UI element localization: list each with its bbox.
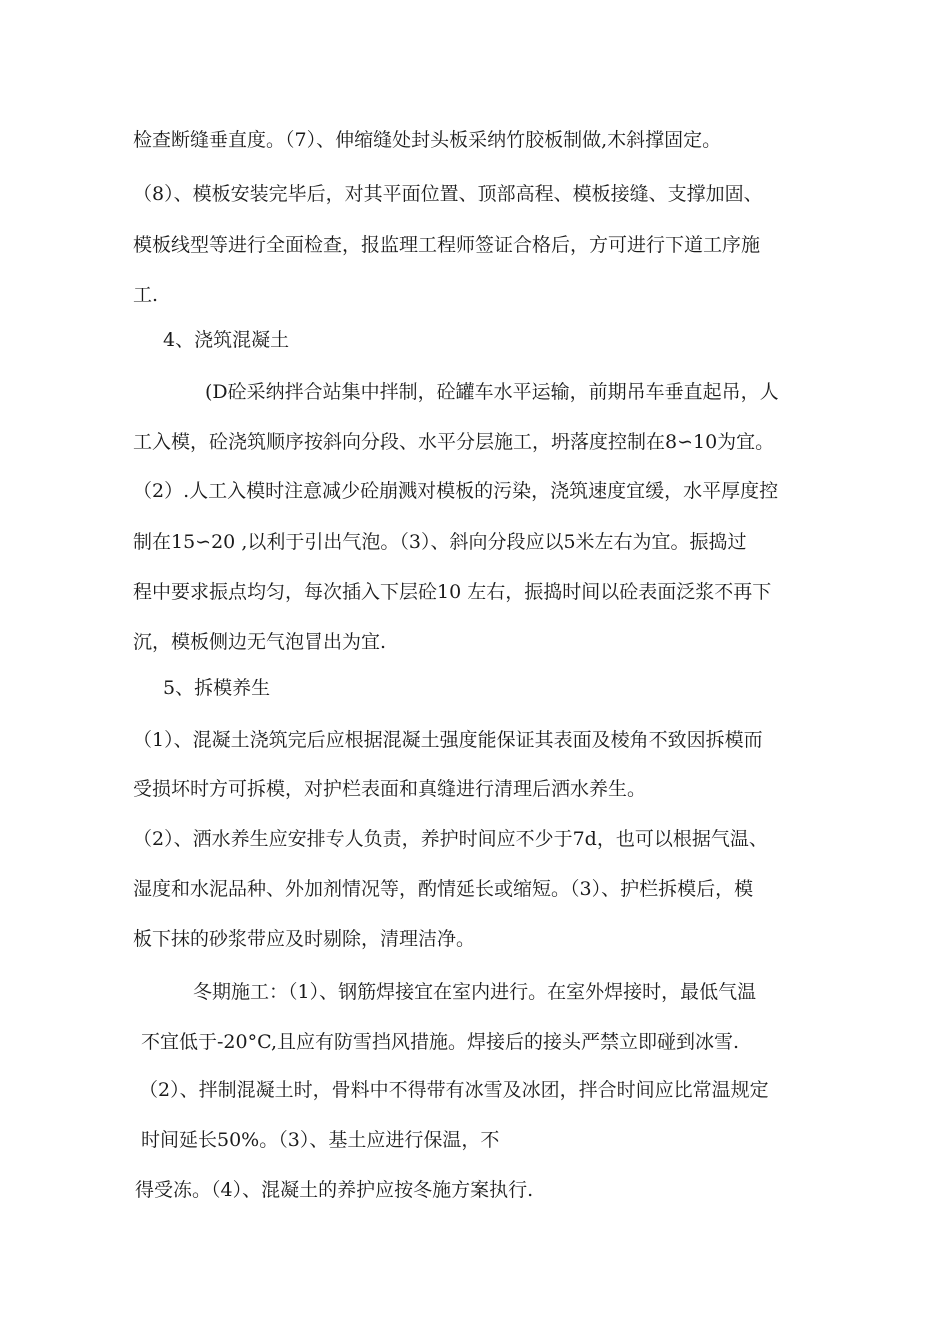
section-heading: 5、拆模养生	[163, 677, 271, 699]
paragraph-line: 工.	[133, 284, 159, 306]
paragraph-line: 得受冻。（4）、混凝土的养护应按冬施方案执行.	[135, 1179, 534, 1201]
paragraph-line: 检查断缝垂直度。（7）、伸缩缝处封头板采纳竹胶板制做,木斜撑固定。	[133, 129, 722, 151]
paragraph-line: （2）、洒水养生应安排专人负责，养护时间应不少于7d，也可以根据气温、	[133, 828, 768, 850]
paragraph-line: （2）.人工入模时注意减少砼崩溅对模板的污染，浇筑速度宜缓，水平厚度控	[133, 480, 779, 502]
paragraph-line: （1）、混凝土浇筑完后应根据混凝土强度能保证其表面及棱角不致因拆模而	[133, 729, 763, 751]
paragraph-line: （8）、模板安装完毕后，对其平面位置、顶部高程、模板接缝、支撑加固、	[133, 183, 763, 205]
paragraph-line: （2）、拌制混凝土时，骨料中不得带有冰雪及冰团，拌合时间应比常温规定	[139, 1079, 769, 1101]
paragraph-line: 时间延长50%。（3）、基土应进行保温，不	[141, 1129, 500, 1151]
paragraph-line: 湿度和水泥品种、外加剂情况等，酌情延长或缩短。（3）、护栏拆模后，模	[133, 878, 754, 900]
section-heading: 4、浇筑混凝土	[163, 329, 290, 351]
paragraph-line: 沉，模板侧边无气泡冒出为宜.	[133, 631, 387, 653]
paragraph-line: 受损坏时方可拆模，对护栏表面和真缝进行清理后洒水养生。	[133, 778, 647, 800]
paragraph-line: 冬期施工：（1）、钢筋焊接宜在室内进行。在室外焊接时，最低气温	[193, 981, 757, 1003]
paragraph-line: 制在15∽20 ,以利于引出气泡。（3）、斜向分段应以5米左右为宜。振捣过	[133, 531, 747, 553]
paragraph-line: 不宜低于-20°C,且应有防雪挡风措施。焊接后的接头严禁立即碰到冰雪.	[141, 1031, 740, 1053]
paragraph-line: 程中要求振点均匀，每次插入下层砼10 左右，振捣时间以砼表面泛浆不再下	[133, 581, 772, 603]
paragraph-line: (D砼采纳拌合站集中拌制，砼罐车水平运输，前期吊车垂直起吊，人	[205, 381, 779, 403]
paragraph-line: 工入模，砼浇筑顺序按斜向分段、水平分层施工，坍落度控制在8∽10为宜。	[133, 431, 775, 453]
paragraph-line: 模板线型等进行全面检查，报监理工程师签证合格后，方可进行下道工序施	[133, 234, 761, 256]
paragraph-line: 板下抹的砂浆带应及时剔除，清理洁净。	[133, 928, 476, 950]
